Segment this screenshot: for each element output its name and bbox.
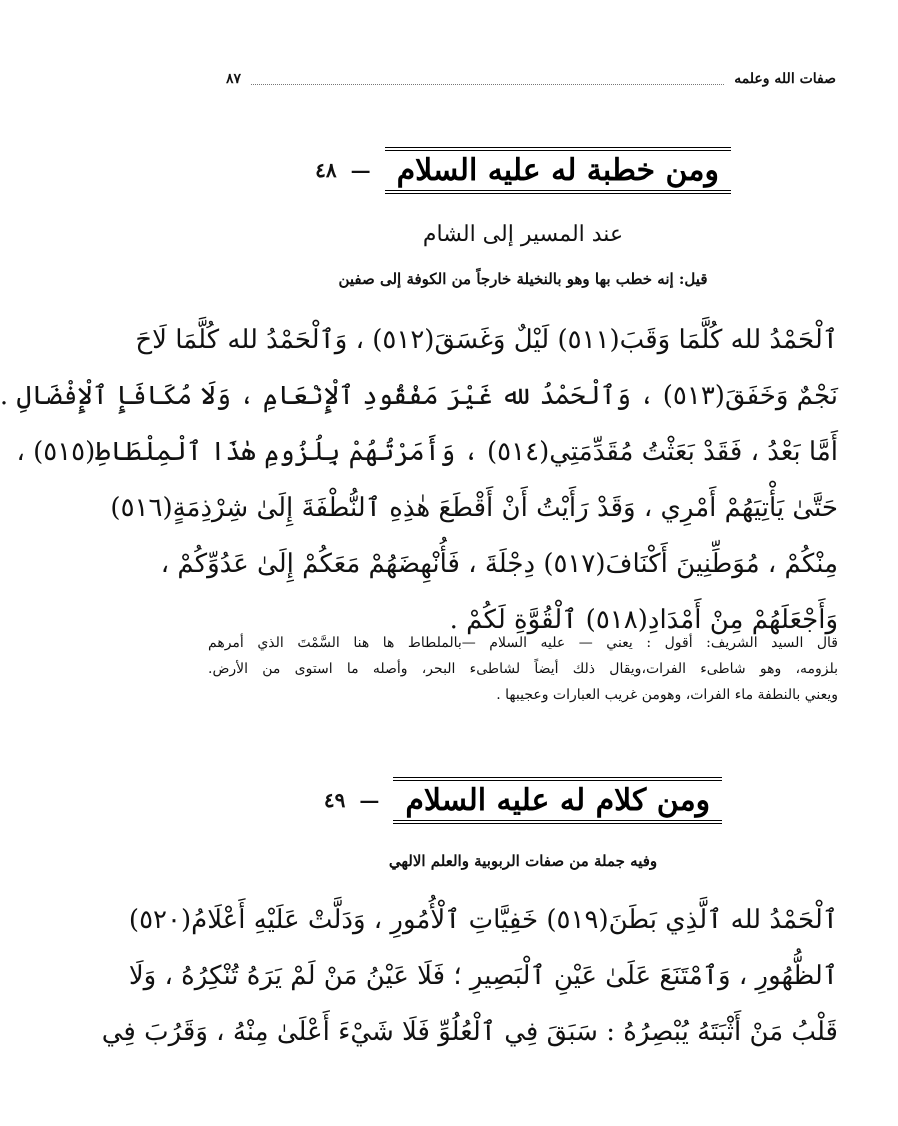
sermon-49-ornate-title: ومن كلام له عليه السلام [393, 777, 722, 824]
text-line: نَجْمٌ وَخَفَقَ(٥١٣) ، وَٱلْحَمْدُ لله غَيْرَ مَفْقُودِ ٱلْإِنْعَامِ ، وَلَا مُكَافَإِ ٱلْإِفْضَالِ . [0, 381, 838, 411]
running-title: صفات الله وعلمه [734, 71, 836, 87]
text-line: ٱلْحَمْدُ لله كُلَّمَا وَقَبَ(٥١١) لَيْلٌ وَغَسَقَ(٥١٢) ، وَٱلْحَمْدُ لله كُلَّمَا لَاحَ [135, 325, 838, 355]
commentary-line: بلزومه، وهو شاطىء الفرات،ويقال ذلك أيضاً لشاطىء البحر، وأصله ما استوى من الأرض. [208, 661, 838, 677]
sermon-48-number: ٤٨ [315, 158, 337, 182]
text-line: حَتَّىٰ يَأْتِيَهُمْ أَمْرِي ، وَقَدْ رَأَيْتُ أَنْ أَقْطَعَ هٰذِهِ ٱلنُّطْفَةَ إِلَىٰ شِرْذِمَةٍ(٥١٦) [110, 493, 838, 523]
sermon-48-context: قيل: إنه خطب بها وهو بالنخيلة خارجاً من الكوفة إلى صفين [338, 270, 708, 288]
sermon-49-dash: — [359, 788, 380, 812]
sermon-49-context: وفيه جملة من صفات الربوبية والعلم الالهي [388, 852, 658, 870]
dotted-leader [251, 74, 724, 85]
sermon-49-number: ٤٩ [323, 788, 346, 812]
sermon-48-text [0, 312, 838, 648]
sermon-48-dash: — [350, 158, 371, 182]
text-line: قَلْبُ مَنْ أَثْبَتَهُ يُبْصِرُهُ : سَبَقَ فِي ٱلْعُلُوِّ فَلَا شَيْءَ أَعْلَىٰ مِنْهُ ، وَقَرُبَ فِي [101, 1017, 838, 1047]
page-number: ٨٧ [226, 71, 242, 87]
sermon-49-heading [248, 770, 798, 830]
text-line: ٱلظُّهُورِ ، وَٱمْتَنَعَ عَلَىٰ عَيْنِ ٱلْبَصِيرِ ؛ فَلَا عَيْنُ مَنْ لَمْ يَرَهُ تُنْكِرُهُ ، وَلَا [128, 961, 838, 991]
text-line: مِنْكُمْ ، مُوَطِّنِينَ أَكْنَافَ(٥١٧) دِجْلَةَ ، فَأُنْهِضَهُمْ مَعَكُمْ إِلَىٰ عَدُوِّكُمْ ، [160, 549, 838, 579]
sermon-49-text [101, 892, 838, 1060]
page-header [226, 64, 836, 94]
commentary-line: ويعني بالنطفة ماء الفرات، وهومن غريب العبارات وعجيبها . [496, 687, 838, 703]
text-line: وَأَجْعَلَهُمْ مِنْ أَمْدَادِ(٥١٨) ٱلْقُوَّةِ لَكُمْ . [449, 605, 838, 635]
text-line: ٱلْحَمْدُ لله ٱلَّذِي بَطَنَ(٥١٩) خَفِيَّاتِ ٱلْأُمُورِ ، وَدَلَّتْ عَلَيْهِ أَعْلَامُ(٥٢٠) [128, 905, 838, 935]
text-line: أَمَّا بَعْدُ ، فَقَدْ بَعَثْتُ مُقَدِّمَتِي(٥١٤) ، وَأَمَرْتُهُمْ بِلُزُومِ هٰذَا ٱلْمِلْطَاطِ(٥١٥) ، [16, 437, 838, 467]
sharif-commentary [208, 630, 838, 708]
sermon-48-subtitle: عند المسير إلى الشام [422, 222, 624, 247]
sermon-48-ornate-title: ومن خطبة له عليه السلام [385, 147, 731, 194]
commentary-line: قال السيد الشريف: أقول : يعني — عليه السلام —بالملطاط ها هنا السَّمْتَ الذي أمرهم [208, 635, 838, 651]
sermon-48-heading [248, 140, 798, 200]
